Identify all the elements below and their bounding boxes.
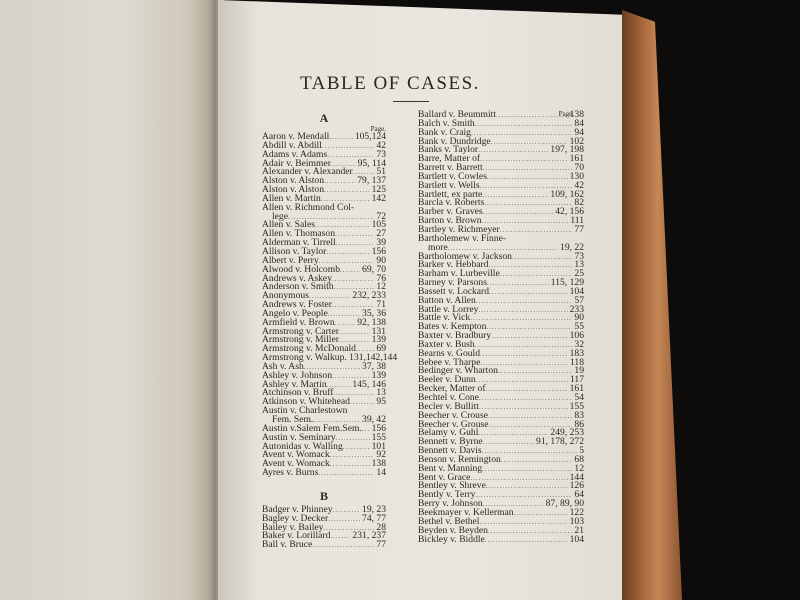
case-page-number: 39, 42: [362, 414, 386, 425]
title-rule: [393, 101, 429, 102]
case-name: Bebee v. Tharpe: [418, 356, 481, 368]
case-name: Barham v. Lurbeville: [418, 268, 500, 280]
dot-leader: [496, 111, 568, 120]
right-column: [418, 111, 584, 544]
case-page-number: 69, 70: [362, 263, 386, 275]
page-column-header: Page.: [370, 125, 386, 133]
dot-leader: [485, 536, 568, 545]
dot-leader: [324, 177, 355, 186]
case-name: Bentley v. Shreve: [418, 480, 486, 492]
case-page-number: 84: [574, 117, 584, 129]
case-name: Adams v. Adams: [262, 148, 328, 160]
case-name: Banks v. Taylor: [418, 144, 479, 156]
case-name: Becler v. Bullitt: [418, 400, 479, 412]
case-name: Armstrong v. McDonald: [262, 343, 356, 355]
case-name: Allen v. Thomason: [262, 228, 336, 240]
case-name: Beeler v. Dunn: [418, 374, 476, 386]
case-page-number: 111: [570, 215, 584, 227]
page-column-header-right: Page.: [558, 110, 574, 118]
dot-leader: [328, 515, 360, 524]
case-name: Barton v. Brown: [418, 215, 482, 227]
case-page-number: 57: [574, 294, 584, 306]
dot-leader: [483, 438, 534, 447]
case-name: Bank v. Craig: [418, 126, 471, 138]
case-page-number: 37, 38: [362, 360, 386, 372]
case-name: Bagley v. Decker: [262, 512, 329, 524]
case-page-number: 138: [371, 458, 386, 470]
case-name: Baxter v. Bush: [418, 338, 475, 350]
case-page-number: 19, 23: [362, 503, 386, 515]
case-name: Angelo v. People: [262, 307, 328, 319]
dot-leader: [362, 425, 370, 434]
case-page-number: 79, 137: [357, 175, 386, 187]
dot-leader: [501, 456, 573, 465]
case-page-number: 94: [574, 126, 584, 138]
case-page-number: 139: [371, 369, 386, 381]
case-page-number: 77: [574, 223, 584, 235]
case-page-number: 69: [376, 343, 386, 355]
case-name: Balch v. Smith: [418, 117, 475, 129]
case-entry: [262, 469, 386, 478]
case-name: Fem. Sem.: [272, 414, 314, 425]
dot-leader: [514, 509, 568, 518]
case-name: Anderson v. Smith: [262, 281, 334, 293]
case-name: Becker, Matter of: [418, 383, 486, 395]
case-name: Bennett v. Byrne: [418, 436, 483, 448]
case-page-number: 92, 138: [357, 316, 386, 328]
dot-leader: [324, 186, 370, 195]
case-list-a: [262, 131, 398, 479]
case-name: Ashley v. Johnson: [262, 369, 332, 381]
dot-leader: [482, 465, 572, 474]
case-name: Ball v. Bruce: [262, 539, 313, 551]
case-page-number: 156: [371, 245, 386, 257]
dot-leader: [479, 518, 567, 527]
case-page-number: 55: [574, 321, 584, 333]
case-page-number: 142: [371, 192, 386, 204]
case-name: Anonymous: [262, 290, 309, 302]
case-name: Bennett v. Davis: [418, 445, 482, 457]
case-page-number: 161: [569, 153, 584, 165]
dot-leader: [486, 482, 568, 491]
case-page-number: 197, 198: [550, 144, 584, 156]
dot-leader: [475, 120, 573, 129]
case-list-right: [418, 111, 584, 544]
case-page-number: 73: [574, 250, 584, 262]
case-name: Beekmayer v. Kellerman: [418, 506, 514, 518]
case-name: Atchinson v. Bruff: [262, 387, 334, 399]
dot-leader: [483, 164, 573, 173]
case-page-number: 39: [376, 237, 386, 249]
case-page-number: 32: [574, 338, 584, 350]
case-name: lege: [272, 210, 288, 222]
case-name: more: [428, 241, 448, 253]
case-name: Armstrong v. Walkup. 131,142,144: [262, 352, 398, 364]
case-page-number: 77: [376, 539, 386, 551]
left-column: [262, 111, 398, 551]
case-name: Barber v. Graves: [418, 206, 483, 218]
case-list-b: [262, 503, 386, 551]
case-page-number: 125: [371, 184, 386, 196]
case-page-number: 103: [569, 515, 584, 527]
case-name: Andrews v. Askey: [262, 272, 332, 284]
case-page-number: 74, 77: [362, 512, 386, 524]
dot-leader: [478, 146, 548, 155]
case-page-number: 117: [569, 374, 584, 386]
case-page-number: 144: [569, 471, 584, 483]
case-name: Bartholomew v. Jackson: [418, 250, 512, 262]
dot-leader: [333, 506, 360, 515]
dot-leader: [480, 350, 568, 359]
case-name: Bickley v. Biddle: [418, 533, 485, 545]
case-name: Beecher v. Grouse: [418, 418, 489, 430]
case-page-number: 28: [376, 521, 386, 533]
case-name: Abdill v. Abdill: [262, 139, 322, 151]
dot-leader: [491, 332, 567, 341]
dot-leader: [489, 261, 573, 270]
case-page-number: 82: [574, 197, 584, 209]
case-name: Bently v. Terry: [418, 489, 476, 501]
case-name: Allen v. Richmond Col-: [262, 201, 355, 213]
case-page-number: 130: [569, 170, 584, 182]
case-name: Barney v. Parsons: [418, 277, 487, 289]
case-name: Barrett v. Barrett: [418, 162, 483, 174]
case-name: Benson v. Remington: [418, 453, 501, 465]
case-name: Battle v. Lorrey: [418, 303, 479, 315]
case-page-number: 231, 237: [352, 530, 386, 542]
dot-leader: [476, 376, 568, 385]
case-page-number: 42: [574, 179, 584, 191]
dot-leader: [326, 248, 369, 257]
dot-leader: [482, 191, 548, 200]
case-name: Bedinger v. Wharton: [418, 365, 498, 377]
case-name: Ashley v. Martin: [262, 378, 327, 390]
case-page-number: 21: [574, 524, 584, 536]
section-letter-b: B: [319, 488, 328, 503]
case-page-number: 105,124: [354, 131, 386, 142]
case-page-number: 27: [376, 228, 386, 240]
case-page-number: 72: [376, 210, 386, 222]
case-page-number: 70: [574, 162, 584, 174]
case-page-number: 86: [574, 418, 584, 430]
case-page-number: 104: [569, 285, 584, 297]
case-page-number: 12: [376, 281, 386, 293]
case-page-number: 54: [574, 392, 584, 403]
case-name: Austin v. Seminary: [262, 431, 336, 443]
dot-leader: [483, 208, 554, 217]
case-page-number: 101: [371, 440, 386, 452]
case-page-number: 183: [569, 347, 584, 359]
case-page-number: 12: [574, 462, 584, 474]
case-name: Barre, Matter of: [418, 153, 481, 165]
case-page-number: 14: [376, 467, 386, 479]
case-page-number: 118: [569, 356, 584, 368]
case-name: Barcla v. Roberts: [418, 197, 485, 209]
case-page-number: 19: [574, 365, 584, 377]
case-page-number: 155: [569, 400, 584, 412]
case-name: Ballard v. Beummitt: [418, 109, 496, 120]
dot-leader: [479, 394, 572, 403]
case-name: Armstrong v. Miller: [262, 334, 339, 346]
case-name: Armstrong v. Carter: [262, 325, 339, 337]
case-page-number: 106: [569, 330, 584, 342]
case-name: Bates v. Kempton: [418, 321, 487, 333]
page-title: TABLE OF CASES.: [300, 73, 480, 94]
section-letter-a: A: [319, 111, 329, 125]
case-name: Bartlett v. Wells: [418, 179, 480, 191]
case-page-number: 73: [376, 148, 386, 160]
case-name: Beecher v. Crouse: [418, 409, 488, 421]
case-name: Bethel v. Bethel: [418, 515, 480, 527]
dot-leader: [478, 306, 567, 315]
case-page-number: 13: [376, 387, 386, 399]
dot-leader: [350, 398, 374, 407]
case-page-number: 35, 36: [362, 307, 386, 319]
case-name: Autonidas v. Walling: [262, 440, 343, 452]
case-name: Alston v. Alston: [262, 175, 325, 187]
dot-leader: [476, 297, 573, 306]
dot-leader: [512, 253, 572, 262]
dot-leader: [488, 527, 572, 536]
case-name: Berry v. Johnson: [418, 498, 483, 510]
case-name: Avent v. Womack: [262, 458, 330, 470]
case-page-number: 122: [569, 506, 584, 518]
case-page-number: 161: [569, 383, 584, 395]
case-page-number: 95, 114: [357, 157, 386, 169]
case-name: Batton v. Allen: [418, 294, 476, 306]
dot-leader: [330, 451, 375, 460]
dot-leader: [488, 412, 572, 421]
case-page-number: 68: [574, 453, 584, 465]
case-name: Allison v. Taylor: [262, 245, 327, 257]
case-name: Austin v. Charlestown: [262, 405, 348, 417]
dot-leader: [486, 323, 572, 332]
case-page-number: 249, 253: [550, 427, 584, 439]
case-page-number: 232, 233: [352, 290, 386, 302]
case-page-number: 145, 146: [352, 378, 386, 390]
case-page-number: 155: [371, 431, 386, 443]
dot-leader: [322, 142, 375, 151]
case-name: Alderman v. Tirrell: [262, 237, 336, 249]
case-name: Armfield v. Brown: [262, 316, 335, 328]
case-page-number: 131: [371, 325, 386, 337]
case-name: Alston v. Alston: [262, 184, 325, 196]
dot-leader: [332, 275, 374, 284]
dot-leader: [487, 173, 568, 182]
dot-leader: [312, 541, 374, 550]
case-page-number: 25: [574, 268, 584, 280]
case-page-number: 156: [371, 422, 386, 434]
case-name: Bartlett v. Cowles: [418, 170, 487, 182]
case-name: Adair v. Beimmer: [262, 157, 331, 169]
case-name: Baker v. Lorillard: [262, 530, 331, 542]
case-page-number: 76: [376, 272, 386, 284]
case-name: Battle v. Vick: [418, 312, 471, 324]
case-page-number: 92: [376, 449, 386, 461]
case-name: Bank v. Dundridge: [418, 135, 491, 147]
case-name: Bartholemew v. Finne-: [418, 232, 507, 244]
case-entry: [262, 541, 386, 550]
case-page-number: 115, 129: [550, 277, 584, 289]
case-page-number: 64: [574, 489, 584, 501]
case-page-number: 42: [376, 139, 386, 151]
case-page-number: 105: [371, 219, 386, 231]
case-name: Avent v. Womack: [262, 449, 330, 461]
dot-leader: [330, 460, 370, 469]
dot-leader: [329, 133, 352, 142]
case-name: Allen v. Sales: [262, 219, 315, 231]
case-page-number: 71: [376, 299, 386, 311]
case-page-number: 104: [569, 533, 584, 545]
case-name: Bartlett, ex parte: [418, 188, 483, 200]
dot-leader: [480, 155, 568, 164]
case-name: Albert v. Perry: [262, 254, 319, 266]
case-page-number: 13: [574, 259, 584, 271]
dot-leader: [339, 328, 370, 337]
case-page-number: 233: [569, 303, 584, 315]
case-name: Bent v. Grace: [418, 471, 471, 483]
case-page-number: 102: [569, 135, 584, 147]
dot-leader: [330, 532, 350, 541]
case-name: Bailey v. Bailey: [262, 521, 324, 533]
case-name: Andrews v. Foster: [262, 299, 332, 311]
case-name: Austin v.Salem Fem.Sem.: [262, 422, 362, 434]
case-page-number: 91, 178, 272: [536, 436, 584, 448]
case-page-number: 5: [579, 445, 584, 457]
case-name: Beyden v. Beyden: [418, 524, 488, 536]
case-name: Barker v. Hebbard: [418, 259, 489, 271]
case-name: Bechtel v. Cone: [418, 392, 479, 403]
case-name: Alexander v. Alexander: [262, 166, 353, 178]
case-page-number: 109, 162: [550, 188, 584, 200]
book-cover-edge: [622, 10, 682, 600]
dot-leader: [487, 279, 549, 288]
case-page-number: 95: [376, 396, 386, 408]
case-page-number: 90: [574, 312, 584, 324]
dot-leader: [498, 367, 572, 376]
case-entry: [418, 533, 584, 545]
case-name: Aaron v. Mendall: [262, 131, 330, 142]
case-page-number: 42, 156: [555, 206, 584, 218]
dot-leader: [343, 443, 370, 452]
left-page: [0, 0, 215, 600]
case-name: Bassett v. Lockard: [418, 285, 490, 297]
case-page-number: 126: [569, 480, 584, 492]
case-name: Ash v. Ash: [262, 360, 304, 372]
case-name: Bent v. Manning: [418, 462, 483, 474]
case-page-number: 51: [376, 166, 386, 178]
case-name: Atkinson v. Whitehead: [262, 396, 350, 408]
dot-leader: [336, 239, 375, 248]
case-name: Bartley v. Richmeyer: [418, 223, 500, 235]
dot-leader: [500, 226, 573, 235]
dot-leader: [475, 341, 573, 350]
dot-leader: [486, 385, 568, 394]
dot-leader: [335, 230, 374, 239]
case-page-number: 83: [574, 409, 584, 421]
case-page-number: 87, 89, 90: [545, 498, 584, 510]
dot-leader: [479, 403, 568, 412]
dot-leader: [340, 266, 360, 275]
case-name: Alwood v. Holcomb: [262, 263, 340, 275]
case-name: Belamy v. Guhl: [418, 427, 479, 439]
dot-leader: [489, 288, 568, 297]
case-page-number: 90: [376, 254, 386, 266]
case-name: Badger v. Phinney: [262, 503, 333, 515]
case-name: Allen v. Martin: [262, 192, 321, 204]
case-name: Ayres v. Burns: [262, 467, 319, 479]
case-page-number: 138: [569, 109, 584, 120]
case-name: Baxter v. Bradbury: [418, 330, 492, 342]
dot-leader: [318, 469, 374, 478]
case-page-number: 139: [371, 334, 386, 346]
case-name: Bearns v. Gould: [418, 347, 480, 359]
case-page-number: 19, 22: [560, 241, 584, 253]
